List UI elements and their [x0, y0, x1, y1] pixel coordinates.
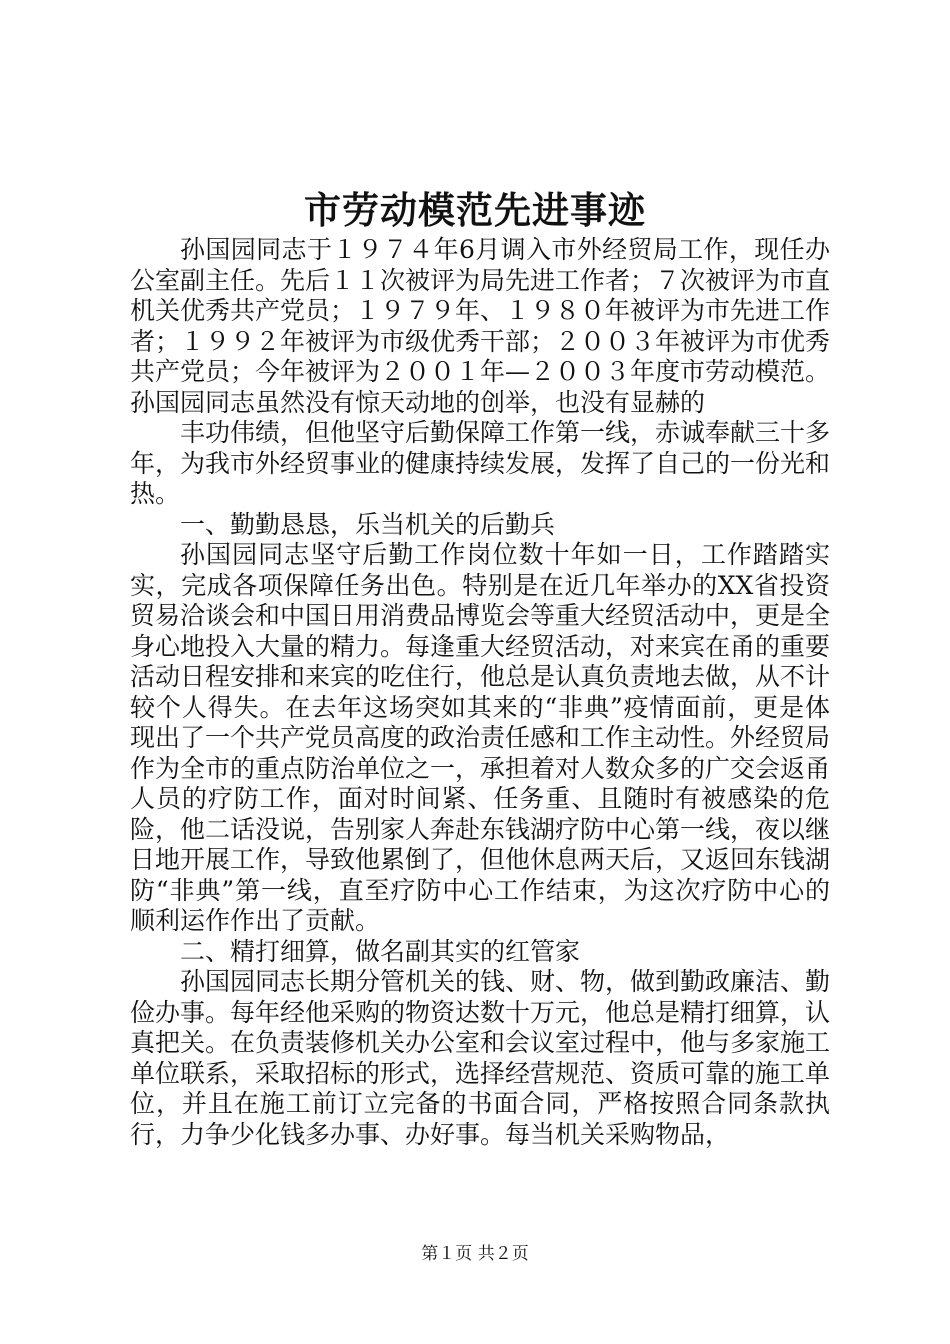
section-heading: 一、勤勤恳恳，乐当机关的后勤兵	[180, 509, 556, 539]
page-footer: 第１页 共２页	[421, 1244, 529, 1264]
document-body	[130, 235, 830, 1150]
paragraph: 孙国园同志于１９７４年6月调入市外经贸局工作，现任办公室副主任。先后１１次被评为局先进工作者；７次被评为市直机关优秀共产党员；１９７９年、１９８０年被评为市先进工作者；１９９２年被评为市级优秀干部；２００３年被评为市优秀共产党员；今年被评为２００１年—２００３年度市劳动模范。孙国园同志虽然没有惊天动地的创举，也没有显赫的	[130, 235, 831, 417]
paragraph: 孙国园同志坚守后勤工作岗位数十年如一日，工作踏踏实实，完成各项保障任务出色。特别是在近几年举办的XX省投资贸易洽谈会和中国日用消费品博览会等重大经贸活动中，更是全身心地投入大量的精力。每逢重大经贸活动，对来宾在甬的重要活动日程安排和来宾的吃住行，他总是认真负责地去做，从不计较个人得失。在去年这场突如其来的“非典”疫情面前，更是体现出了一个共产党员高度的政治责任感和工作主动性。外经贸局作为全市的重点防治单位之一，承担着对人数众多的广交会返甬人员的疗防工作，面对时间紧、任务重、且随时有被感染的危险，他二话没说，告别家人奔赴东钱湖疗防中心第一线，夜以继日地开展工作，导致他累倒了，但他休息两天后，又返回东钱湖防“非典”第一线，直至疗防中心工作结束，为这次疗防中心的顺利运作作出了贡献。	[130, 540, 831, 935]
document-title: 市劳动模范先进事迹	[304, 188, 646, 232]
section-heading: 二、精打细算，做名副其实的红管家	[180, 936, 581, 966]
paragraph: 丰功伟绩，但他坚守后勤保障工作第一线，赤诚奉献三十多年，为我市外经贸事业的健康持续发展，发挥了自己的一份光和热。	[130, 418, 831, 508]
paragraph: 孙国园同志长期分管机关的钱、财、物，做到勤政廉洁、勤俭办事。每年经他采购的物资达数十万元，他总是精打细算，认真把关。在负责装修机关办公室和会议室过程中，他与多家施工单位联系，采取招标的形式，选择经营规范、资质可靠的施工单位，并且在施工前订立完备的书面合同，严格按照合同条款执行，力争少化钱多办事、办好事。每当机关采购物品，	[130, 967, 831, 1149]
